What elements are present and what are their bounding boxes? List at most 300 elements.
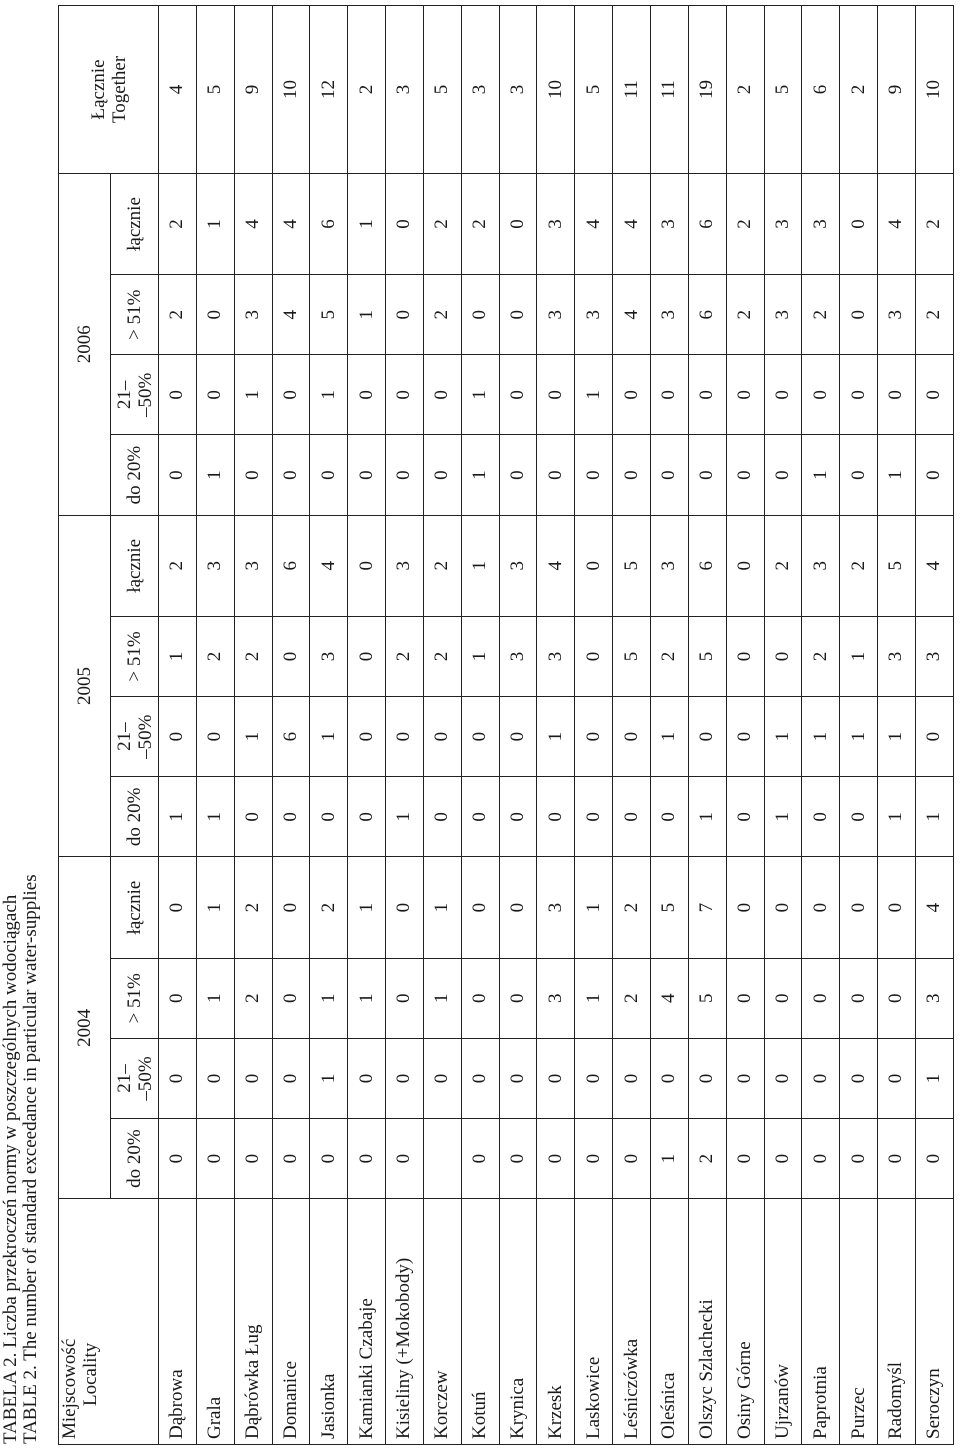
- value-cell: 3: [537, 173, 575, 274]
- value-cell: 0: [575, 515, 613, 616]
- value-cell: 0: [802, 857, 840, 958]
- value-cell: 0: [575, 777, 613, 857]
- value-cell: 0: [461, 1119, 499, 1199]
- table-row: [613, 6, 651, 1445]
- locality-name: Seroczyn: [915, 1199, 953, 1445]
- table-row: [310, 6, 348, 1445]
- value-cell: 1: [650, 1119, 688, 1199]
- value-cell: 0: [613, 1119, 651, 1199]
- value-cell: 1: [461, 515, 499, 616]
- value-cell: 1: [196, 958, 234, 1038]
- value-cell: 0: [272, 435, 310, 515]
- value-cell: 0: [348, 1038, 386, 1118]
- value-cell: 0: [915, 1119, 953, 1199]
- value-cell: 0: [423, 777, 461, 857]
- value-cell: 0: [499, 697, 537, 777]
- value-cell: 9: [234, 6, 272, 174]
- value-cell: 3: [499, 616, 537, 696]
- locality-header: [59, 1199, 159, 1445]
- value-cell: 1: [348, 958, 386, 1038]
- value-cell: 0: [196, 275, 234, 355]
- value-cell: 0: [575, 1038, 613, 1118]
- table-row: [423, 6, 461, 1445]
- value-cell: 3: [915, 616, 953, 696]
- value-cell: 0: [840, 173, 878, 274]
- value-cell: 3: [386, 515, 424, 616]
- table-row: [234, 6, 272, 1445]
- value-cell: 7: [688, 857, 726, 958]
- value-cell: 2: [915, 275, 953, 355]
- value-cell: 3: [537, 616, 575, 696]
- value-cell: 4: [310, 515, 348, 616]
- value-cell: 0: [348, 435, 386, 515]
- value-cell: 0: [386, 1038, 424, 1118]
- value-cell: 0: [915, 355, 953, 435]
- value-cell: 4: [159, 6, 197, 174]
- value-cell: 11: [650, 6, 688, 174]
- value-cell: 2: [348, 6, 386, 174]
- value-cell: 2: [159, 515, 197, 616]
- value-cell: 10: [915, 6, 953, 174]
- value-cell: 3: [650, 173, 688, 274]
- value-cell: 1: [650, 697, 688, 777]
- value-cell: 5: [688, 616, 726, 696]
- value-cell: 0: [461, 1038, 499, 1118]
- value-cell: 0: [688, 355, 726, 435]
- value-cell: 0: [537, 355, 575, 435]
- locality-name: Kisieliny (+Mokobody): [386, 1199, 424, 1445]
- value-cell: 2: [196, 616, 234, 696]
- value-cell: 1: [423, 857, 461, 958]
- value-cell: 6: [688, 515, 726, 616]
- value-cell: 2: [726, 275, 764, 355]
- value-cell: 1: [196, 173, 234, 274]
- value-cell: 3: [234, 515, 272, 616]
- value-cell: 0: [461, 697, 499, 777]
- value-cell: 0: [537, 1038, 575, 1118]
- exceedance-table: [58, 5, 954, 1445]
- value-cell: 5: [650, 857, 688, 958]
- value-cell: 3: [386, 6, 424, 174]
- value-cell: 0: [840, 1038, 878, 1118]
- value-cell: 0: [764, 616, 802, 696]
- value-cell: 0: [726, 697, 764, 777]
- value-cell: 0: [764, 857, 802, 958]
- value-cell: 0: [461, 958, 499, 1038]
- locality-name: Kamianki Czabaje: [348, 1199, 386, 1445]
- value-cell: 3: [764, 173, 802, 274]
- value-cell: 0: [802, 1119, 840, 1199]
- value-cell: 0: [840, 435, 878, 515]
- value-cell: 0: [726, 958, 764, 1038]
- value-cell: 12: [310, 6, 348, 174]
- value-cell: 0: [878, 1119, 916, 1199]
- value-cell: 0: [575, 1119, 613, 1199]
- value-cell: 0: [499, 777, 537, 857]
- value-cell: 0: [423, 1038, 461, 1118]
- locality-name: Leśniczówka: [613, 1199, 651, 1445]
- value-cell: 2: [234, 857, 272, 958]
- value-cell: 1: [575, 857, 613, 958]
- value-cell: 0: [348, 777, 386, 857]
- value-cell: 0: [272, 616, 310, 696]
- value-cell: 2: [650, 616, 688, 696]
- value-cell: 0: [575, 616, 613, 696]
- value-cell: 3: [764, 275, 802, 355]
- value-cell: 6: [688, 173, 726, 274]
- table-row: [537, 6, 575, 1445]
- value-cell: 2: [802, 616, 840, 696]
- value-cell: 0: [159, 435, 197, 515]
- value-cell: 0: [726, 355, 764, 435]
- value-cell: 1: [575, 958, 613, 1038]
- value-cell: 3: [499, 6, 537, 174]
- value-cell: 2: [840, 515, 878, 616]
- locality-name: Oleśnica: [650, 1199, 688, 1445]
- value-cell: [423, 1119, 461, 1199]
- value-cell: 0: [310, 1119, 348, 1199]
- locality-name: Jasionka: [310, 1199, 348, 1445]
- value-cell: 0: [461, 857, 499, 958]
- value-cell: 3: [650, 515, 688, 616]
- value-cell: 0: [159, 857, 197, 958]
- value-cell: 0: [613, 777, 651, 857]
- table-header: [59, 6, 159, 1445]
- value-cell: 5: [764, 6, 802, 174]
- value-cell: 0: [688, 1038, 726, 1118]
- value-cell: 4: [234, 173, 272, 274]
- value-cell: 0: [650, 1038, 688, 1118]
- value-cell: 0: [726, 857, 764, 958]
- value-cell: 0: [196, 355, 234, 435]
- value-cell: 5: [575, 6, 613, 174]
- value-cell: 3: [802, 173, 840, 274]
- subheader-cell: > 51%: [111, 275, 159, 355]
- value-cell: 1: [310, 958, 348, 1038]
- value-cell: 0: [386, 1119, 424, 1199]
- value-cell: 2: [423, 515, 461, 616]
- value-cell: 1: [840, 697, 878, 777]
- value-cell: 1: [159, 616, 197, 696]
- value-cell: 0: [159, 697, 197, 777]
- value-cell: 5: [196, 6, 234, 174]
- value-cell: 2: [234, 958, 272, 1038]
- value-cell: 0: [196, 1119, 234, 1199]
- subheader-cell: 21– –50%: [111, 355, 159, 435]
- value-cell: 3: [196, 515, 234, 616]
- value-cell: 5: [878, 515, 916, 616]
- value-cell: 0: [386, 958, 424, 1038]
- year-header: 2004: [59, 857, 111, 1199]
- value-cell: 0: [650, 435, 688, 515]
- value-cell: 4: [650, 958, 688, 1038]
- value-cell: 0: [234, 1119, 272, 1199]
- value-cell: 3: [537, 857, 575, 958]
- value-cell: 0: [688, 435, 726, 515]
- value-cell: 0: [764, 355, 802, 435]
- value-cell: 3: [878, 616, 916, 696]
- total-header: [59, 6, 159, 174]
- value-cell: 0: [159, 355, 197, 435]
- value-cell: 0: [575, 697, 613, 777]
- table-row: [272, 6, 310, 1445]
- value-cell: 4: [915, 515, 953, 616]
- value-cell: 1: [423, 958, 461, 1038]
- locality-name: Domanice: [272, 1199, 310, 1445]
- value-cell: 0: [234, 435, 272, 515]
- table-row: [915, 6, 953, 1445]
- value-cell: 2: [159, 275, 197, 355]
- value-cell: 1: [802, 697, 840, 777]
- table-row: [764, 6, 802, 1445]
- locality-name: Paprotnia: [802, 1199, 840, 1445]
- value-cell: 0: [878, 958, 916, 1038]
- value-cell: 0: [915, 697, 953, 777]
- subheader-cell: łącznie: [111, 515, 159, 616]
- locality-name: Laskowice: [575, 1199, 613, 1445]
- value-cell: 0: [348, 616, 386, 696]
- value-cell: 0: [386, 173, 424, 274]
- value-cell: 0: [650, 777, 688, 857]
- value-cell: 1: [802, 435, 840, 515]
- value-cell: 3: [537, 275, 575, 355]
- value-cell: 0: [802, 1038, 840, 1118]
- value-cell: 0: [196, 697, 234, 777]
- value-cell: 1: [196, 777, 234, 857]
- value-cell: 0: [461, 777, 499, 857]
- value-cell: 2: [726, 173, 764, 274]
- value-cell: 0: [234, 777, 272, 857]
- value-cell: 0: [196, 1038, 234, 1118]
- value-cell: 0: [537, 777, 575, 857]
- value-cell: 3: [537, 958, 575, 1038]
- table-row: [650, 6, 688, 1445]
- value-cell: 0: [764, 1038, 802, 1118]
- value-cell: 0: [726, 1119, 764, 1199]
- value-cell: 0: [802, 355, 840, 435]
- subheader-cell: > 51%: [111, 616, 159, 696]
- value-cell: 0: [726, 777, 764, 857]
- value-cell: 4: [613, 275, 651, 355]
- table-row: [348, 6, 386, 1445]
- value-cell: 0: [613, 355, 651, 435]
- value-cell: 3: [802, 515, 840, 616]
- value-cell: 6: [272, 515, 310, 616]
- value-cell: 0: [348, 515, 386, 616]
- locality-header-en: Locality: [80, 1342, 101, 1406]
- table-row: [499, 6, 537, 1445]
- value-cell: 0: [688, 697, 726, 777]
- year-header: 2005: [59, 515, 111, 857]
- value-cell: 0: [272, 777, 310, 857]
- value-cell: 10: [537, 6, 575, 174]
- value-cell: 0: [272, 857, 310, 958]
- value-cell: 0: [878, 857, 916, 958]
- value-cell: 9: [878, 6, 916, 174]
- value-cell: 19: [688, 6, 726, 174]
- value-cell: 0: [348, 355, 386, 435]
- caption-english: TABLE 2. The number of standard exceedance in particular water-supplies: [20, 874, 41, 1444]
- locality-name: Korczew: [423, 1199, 461, 1445]
- value-cell: 2: [613, 857, 651, 958]
- value-cell: 0: [159, 1038, 197, 1118]
- value-cell: 2: [613, 958, 651, 1038]
- value-cell: 0: [650, 355, 688, 435]
- value-cell: 0: [499, 857, 537, 958]
- locality-name: Krynica: [499, 1199, 537, 1445]
- value-cell: 1: [764, 697, 802, 777]
- value-cell: 1: [159, 777, 197, 857]
- value-cell: 1: [310, 697, 348, 777]
- value-cell: 0: [840, 958, 878, 1038]
- value-cell: 0: [840, 857, 878, 958]
- table-row: [461, 6, 499, 1445]
- value-cell: 1: [310, 355, 348, 435]
- value-cell: 0: [499, 435, 537, 515]
- value-cell: 0: [726, 435, 764, 515]
- subheader-cell: > 51%: [111, 958, 159, 1038]
- value-cell: 1: [878, 697, 916, 777]
- value-cell: 4: [575, 173, 613, 274]
- table-row: [386, 6, 424, 1445]
- value-cell: 1: [764, 777, 802, 857]
- value-cell: 0: [613, 697, 651, 777]
- value-cell: 0: [234, 1038, 272, 1118]
- value-cell: 1: [196, 857, 234, 958]
- value-cell: 10: [272, 6, 310, 174]
- value-cell: 0: [840, 275, 878, 355]
- value-cell: 1: [348, 275, 386, 355]
- value-cell: 1: [461, 616, 499, 696]
- value-cell: 11: [613, 6, 651, 174]
- value-cell: 1: [196, 435, 234, 515]
- table-row: [159, 6, 197, 1445]
- value-cell: 0: [499, 1119, 537, 1199]
- value-cell: 5: [688, 958, 726, 1038]
- subheader-cell: łącznie: [111, 857, 159, 958]
- value-cell: 0: [537, 1119, 575, 1199]
- value-cell: 0: [764, 1119, 802, 1199]
- value-cell: 0: [386, 857, 424, 958]
- locality-header-pl: Miejscowość: [59, 1338, 80, 1439]
- value-cell: 1: [461, 435, 499, 515]
- value-cell: 5: [613, 515, 651, 616]
- locality-name: Purzec: [840, 1199, 878, 1445]
- value-cell: 4: [272, 275, 310, 355]
- value-cell: 0: [386, 355, 424, 435]
- value-cell: 2: [688, 1119, 726, 1199]
- value-cell: 4: [613, 173, 651, 274]
- value-cell: 0: [386, 697, 424, 777]
- locality-name: Kotuń: [461, 1199, 499, 1445]
- table-row: [726, 6, 764, 1445]
- value-cell: 4: [537, 515, 575, 616]
- value-cell: 0: [613, 1038, 651, 1118]
- value-cell: 3: [234, 275, 272, 355]
- value-cell: 0: [499, 1038, 537, 1118]
- value-cell: 0: [840, 355, 878, 435]
- locality-name: Dąbrówka Ług: [234, 1199, 272, 1445]
- value-cell: 3: [915, 958, 953, 1038]
- value-cell: 6: [802, 6, 840, 174]
- value-cell: 3: [878, 275, 916, 355]
- value-cell: 2: [423, 275, 461, 355]
- value-cell: 0: [272, 958, 310, 1038]
- value-cell: 3: [650, 275, 688, 355]
- value-cell: 1: [310, 1038, 348, 1118]
- value-cell: 1: [575, 355, 613, 435]
- value-cell: 2: [423, 173, 461, 274]
- value-cell: 0: [423, 435, 461, 515]
- value-cell: 2: [802, 275, 840, 355]
- value-cell: 1: [878, 777, 916, 857]
- value-cell: 2: [915, 173, 953, 274]
- value-cell: 1: [915, 1038, 953, 1118]
- value-cell: 2: [310, 857, 348, 958]
- value-cell: 2: [386, 616, 424, 696]
- subheader-cell: do 20%: [111, 435, 159, 515]
- value-cell: 2: [764, 515, 802, 616]
- value-cell: 5: [423, 6, 461, 174]
- value-cell: 4: [272, 173, 310, 274]
- value-cell: 1: [386, 777, 424, 857]
- value-cell: 6: [310, 173, 348, 274]
- value-cell: 1: [234, 697, 272, 777]
- value-cell: 0: [726, 515, 764, 616]
- year-header: 2006: [59, 173, 111, 515]
- value-cell: 0: [726, 616, 764, 696]
- value-cell: 1: [348, 173, 386, 274]
- value-cell: 2: [461, 173, 499, 274]
- table-row: [802, 6, 840, 1445]
- locality-name: Olszyc Szlachecki: [688, 1199, 726, 1445]
- value-cell: 6: [272, 697, 310, 777]
- table-row: [196, 6, 234, 1445]
- value-cell: 2: [159, 173, 197, 274]
- value-cell: 4: [915, 857, 953, 958]
- value-cell: 0: [310, 777, 348, 857]
- value-cell: 0: [878, 1038, 916, 1118]
- value-cell: 4: [878, 173, 916, 274]
- value-cell: 5: [310, 275, 348, 355]
- value-cell: 0: [348, 1119, 386, 1199]
- value-cell: 3: [575, 275, 613, 355]
- subheader-cell: 21– –50%: [111, 1038, 159, 1118]
- value-cell: 2: [234, 616, 272, 696]
- subheader-cell: do 20%: [111, 1119, 159, 1199]
- value-cell: 3: [310, 616, 348, 696]
- value-cell: 0: [840, 1119, 878, 1199]
- value-cell: 0: [348, 697, 386, 777]
- value-cell: 0: [386, 435, 424, 515]
- subheader-cell: do 20%: [111, 777, 159, 857]
- locality-name: Krzesk: [537, 1199, 575, 1445]
- value-cell: 5: [613, 616, 651, 696]
- locality-name: Osiny Górne: [726, 1199, 764, 1445]
- total-header-en: Together: [108, 55, 130, 124]
- value-cell: 1: [878, 435, 916, 515]
- table-row: [878, 6, 916, 1445]
- caption-polish: TABELA 2. Liczba przekroczeń normy w poszczególnych wodociągach: [0, 894, 21, 1444]
- value-cell: 0: [878, 355, 916, 435]
- table-row: [688, 6, 726, 1445]
- value-cell: 0: [802, 777, 840, 857]
- locality-name: Dąbrowa: [159, 1199, 197, 1445]
- value-cell: 6: [688, 275, 726, 355]
- value-cell: 1: [688, 777, 726, 857]
- value-cell: 0: [159, 958, 197, 1038]
- value-cell: 0: [499, 355, 537, 435]
